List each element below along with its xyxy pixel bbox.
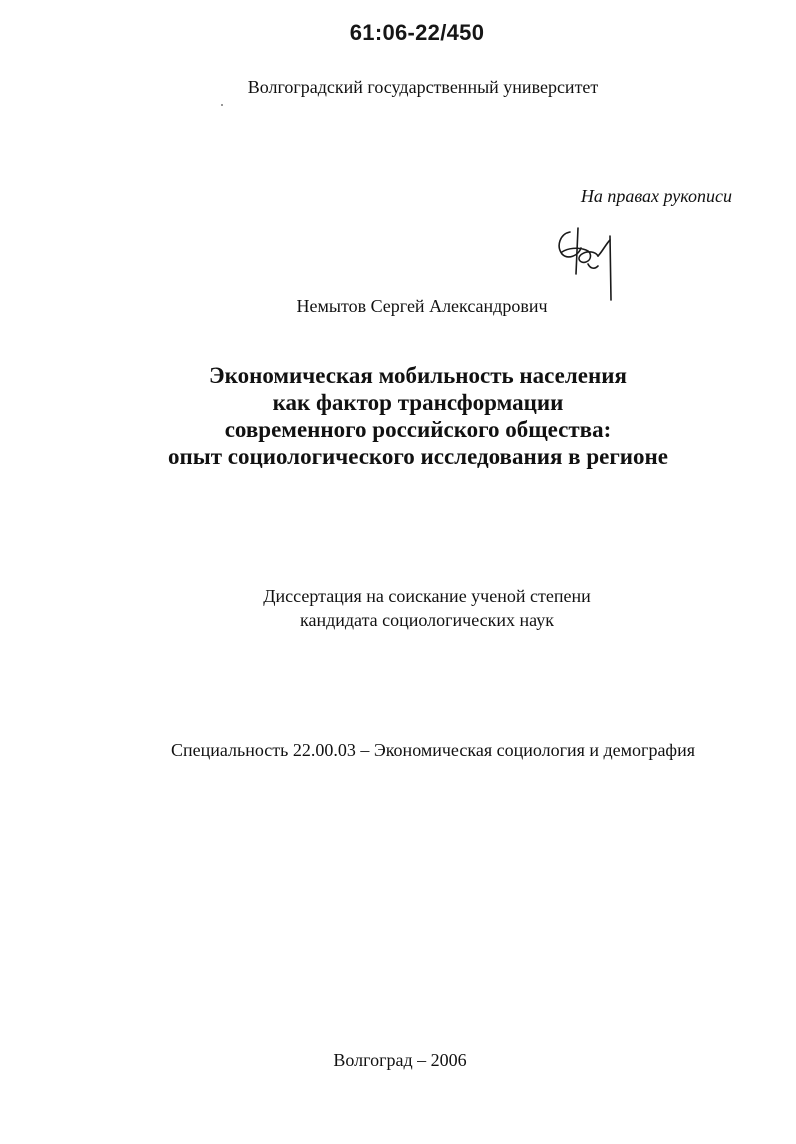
- catalog-number: 61:06-22/450: [349, 20, 485, 45]
- dissertation-title: [0, 362, 796, 470]
- title-line: опыт социологического исследования в регионе: [168, 444, 668, 469]
- title-line: Экономическая мобильность населения: [209, 363, 627, 388]
- title-line: современного российского общества:: [224, 417, 612, 442]
- rights-note: На правах рукописи: [580, 186, 732, 206]
- signature-icon: [548, 214, 628, 304]
- degree-line: кандидата социологических наук: [300, 610, 554, 630]
- title-line: как фактор трансформации: [272, 390, 564, 415]
- degree-line: Диссертация на соискание ученой степени: [263, 586, 591, 606]
- university-name: Волгоградский государственный университет: [247, 77, 599, 97]
- scan-speck: [221, 104, 223, 106]
- specialty-line: Специальность 22.00.03 – Экономическая социология и демография: [170, 740, 696, 760]
- author-name: Немытов Сергей Александрович: [296, 296, 548, 316]
- degree-statement: [0, 584, 796, 632]
- city-year: Волгоград – 2006: [333, 1050, 467, 1070]
